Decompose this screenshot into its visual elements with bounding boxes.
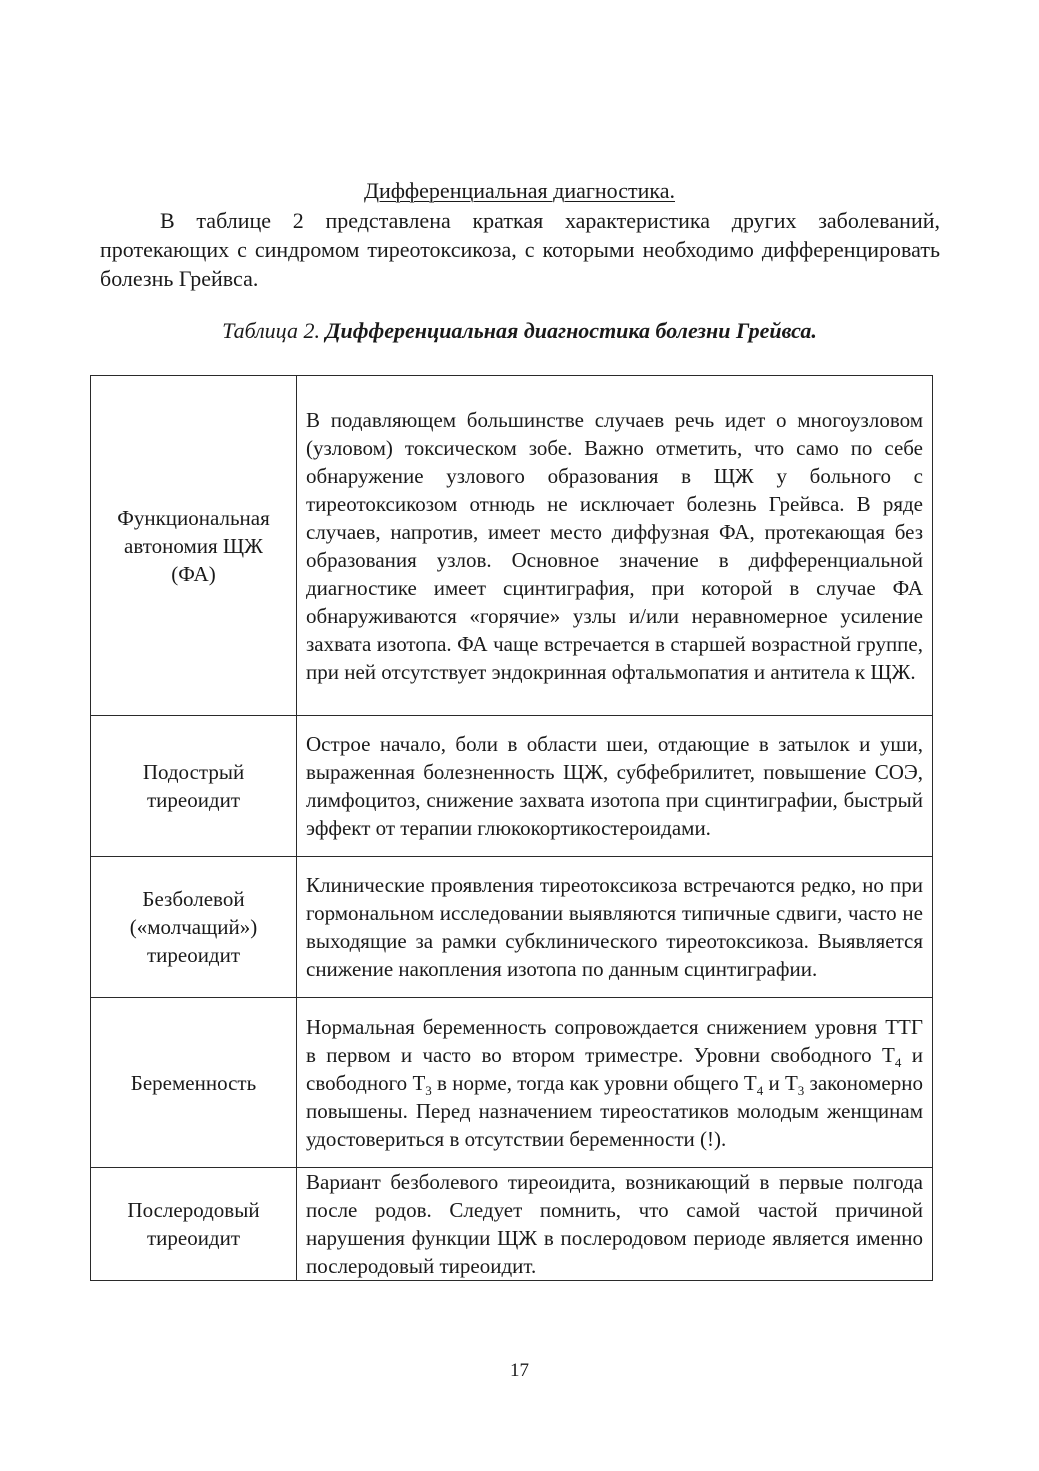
table-caption-prefix: Таблица 2. bbox=[222, 318, 326, 343]
disease-name-cell bbox=[91, 1168, 297, 1281]
description-text: в норме, тогда как уровни общего Т bbox=[431, 1070, 757, 1095]
description-text: и Т bbox=[763, 1070, 798, 1095]
disease-name-line: Послеродовый bbox=[127, 1198, 260, 1222]
section-heading-text: Дифференциальная диагностика. bbox=[364, 178, 675, 203]
disease-name-line: автономия ЩЖ bbox=[124, 533, 263, 558]
description-text: Нормальная беременность сопровождается снижением уровня ТТГ в первом и часто во втором триместре. Уровни свободного Т bbox=[306, 1014, 923, 1067]
disease-name-line: тиреоидит bbox=[146, 943, 241, 967]
subscript: 4 bbox=[894, 1054, 902, 1070]
disease-name-cell bbox=[91, 857, 297, 998]
table-row bbox=[91, 1168, 933, 1281]
differential-table bbox=[90, 375, 933, 1281]
disease-name-line: («молчащий») bbox=[129, 915, 258, 939]
table-row bbox=[91, 376, 933, 716]
table-row bbox=[91, 716, 933, 857]
disease-description-cell: Вариант безболевого тиреоидита, возникающий в первые полгода после родов. Следует помнить, что самой частой причиной нарушения функции ЩЖ в послеродовом периоде является именно послеродовый тиреоидит. bbox=[297, 1168, 933, 1281]
table-row bbox=[91, 857, 933, 998]
table-row bbox=[91, 998, 933, 1168]
intro-paragraph: В таблице 2 представлена краткая характеристика других заболеваний, протекающих с синдромом тиреотоксикоза, с которыми необходимо дифференцировать болезнь Грейвса. bbox=[100, 208, 940, 291]
description-text: закономерно повышены. Перед назначением тиреостатиков молодым женщинам удостовериться в отсутствии беременности (!). bbox=[306, 1070, 923, 1151]
table-caption bbox=[0, 316, 1039, 346]
disease-description-cell: Клинические проявления тиреотоксикоза встречаются редко, но при гормональном исследовании выявляются типичные сдвиги, часто не выходящие за рамки субклинического тиреотоксикоза. Выявляется снижение накопления изотопа по данным сцинтиграфии. bbox=[297, 857, 933, 998]
disease-name-cell bbox=[91, 716, 297, 857]
description-text: и свободного Т bbox=[306, 1042, 923, 1095]
section-heading bbox=[0, 176, 1039, 206]
disease-name-cell bbox=[91, 376, 297, 716]
disease-description-cell: В подавляющем большинстве случаев речь идет о многоузловом (узловом) токсическом зобе. Важно отметить, что само по себе обнаружение узлового образования в ЩЖ у больного с тиреотоксикозом отнюдь не исключает болезнь Грейвса. В ряде случаев, напротив, имеет место диффузная ФА, протекающая без образования узлов. Основное значение в дифференциальной диагностике имеет сцинтиграфия, при которой в случае ФА обнаруживаются «горячие» узлы и/или неравномерное усиление захвата изотопа. ФА чаще встречается в старшей возрастной группе, при ней отсутствует эндокринная офтальмопатия и антитела к ЩЖ. bbox=[297, 376, 933, 716]
subscript: 3 bbox=[425, 1082, 432, 1098]
disease-name-line: тиреоидит bbox=[146, 1226, 241, 1250]
subscript: 3 bbox=[797, 1082, 805, 1098]
disease-name-cell bbox=[91, 998, 297, 1168]
disease-description-cell: Острое начало, боли в области шеи, отдающие в затылок и уши, выраженная болезненность ЩЖ, субфебрилитет, повышение СОЭ, лимфоцитоз, снижение захвата изотопа при сцинтиграфии, быстрый эффект от терапии глюкокортикостероидами. bbox=[297, 716, 933, 857]
page-number: 17 bbox=[510, 1360, 529, 1381]
subscript: 4 bbox=[756, 1082, 764, 1098]
disease-name-line: Функциональная bbox=[117, 505, 270, 530]
table-caption-title: Дифференциальная диагностика болезни Грейвса. bbox=[325, 318, 817, 343]
disease-name-line: тиреоидит bbox=[146, 788, 241, 812]
disease-description-cell bbox=[297, 998, 933, 1168]
disease-name-line: Беременность bbox=[130, 1070, 257, 1095]
disease-name-line: (ФА) bbox=[171, 561, 216, 586]
disease-name-line: Подострый bbox=[142, 760, 245, 784]
disease-name-line: Безболевой bbox=[142, 887, 245, 911]
